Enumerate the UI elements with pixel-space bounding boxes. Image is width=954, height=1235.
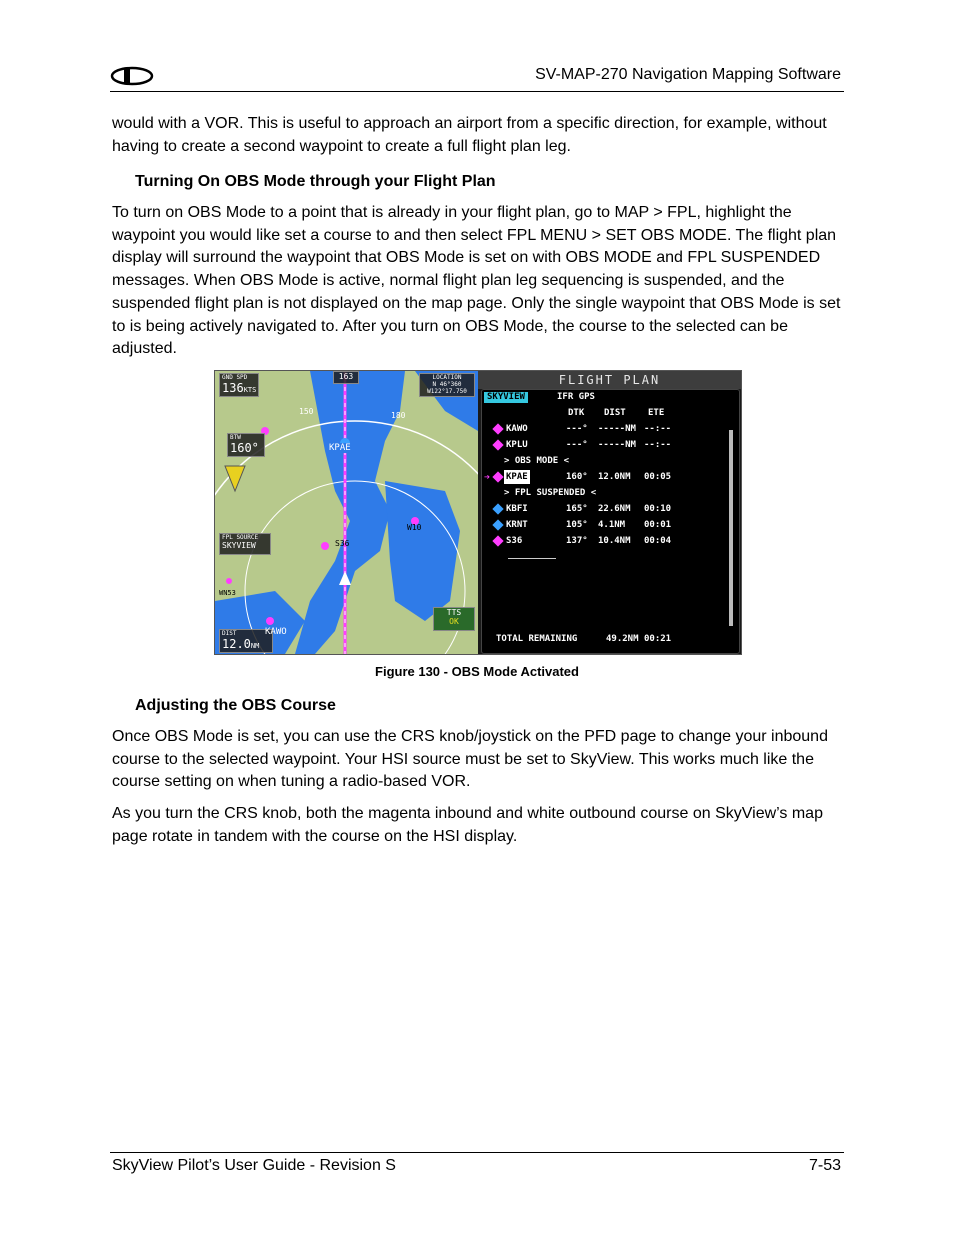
fpl-source-box — [219, 533, 271, 555]
fpl-row-krnt[interactable] — [482, 518, 722, 532]
map-label-kpae: KPAE — [329, 443, 351, 453]
waypoint-icon — [492, 439, 503, 450]
fpl-message-text: > OBS MODE < — [504, 456, 570, 466]
header-rule — [110, 91, 844, 92]
fpl-row-dist: 22.6NM — [598, 504, 631, 514]
fpl-row-ete: --:-- — [644, 440, 672, 450]
column-header-ete: ETE — [648, 408, 665, 418]
map-label-s36: S36 — [335, 539, 350, 548]
map-label-150: 150 — [299, 407, 314, 416]
flight-plan-title: FLIGHT PLAN — [478, 371, 741, 389]
fpl-row-ete: --:-- — [644, 424, 672, 434]
figure-obs-mode-screenshot — [214, 370, 742, 655]
total-remaining-label: TOTAL REMAINING — [496, 634, 578, 644]
location-box — [419, 373, 475, 397]
footer-page-number: 7-53 — [808, 1157, 841, 1174]
fpl-row-kbfi[interactable] — [482, 502, 722, 516]
distance-label: DIST — [222, 630, 237, 637]
fpl-end-marker — [508, 558, 556, 559]
fpl-row-dtk: ---° — [566, 440, 588, 450]
subheading-adjusting-obs: Adjusting the OBS Course — [135, 697, 336, 714]
fpl-row-dtk: 165° — [566, 504, 588, 514]
fpl-row-waypoint: KPLU — [506, 440, 528, 450]
bearing-label: BTW — [230, 434, 241, 441]
footer-rule — [110, 1152, 844, 1153]
fpl-row-ete: 00:04 — [644, 536, 672, 546]
total-remaining-distance: 49.2NM — [606, 634, 639, 644]
fpl-suspended-message — [482, 486, 722, 500]
fpl-obs-mode-message — [482, 454, 722, 468]
ground-speed-unit: KTS — [243, 386, 257, 394]
fpl-row-waypoint: KRNT — [506, 520, 528, 530]
heading-readout: 163 — [333, 371, 359, 384]
fpl-row-dist: 12.0NM — [598, 472, 631, 482]
location-lon: W122°17.750 — [427, 388, 467, 395]
paragraph-obs-mode: To turn on OBS Mode to a point that is already in your flight plan, go to MAP > FPL, highlight the waypoint you would like set a course to and then select FPL MENU > SET OBS MODE. The flight plan display will surround the waypoint that OBS Mode is set on with OBS MODE and FPL SUSPENDED messages. When OBS Mode is active, normal flight plan leg sequencing is suspended, and the suspended flight plan is not displayed on the map page. Only the single waypoint that OBS Mode is set to is being actively navigated to. After you turn on OBS Mode, the course to the selected can be adjusted. — [112, 204, 841, 358]
waypoint-icon — [492, 519, 503, 530]
column-header-dist: DIST — [604, 408, 626, 418]
fpl-scrollbar[interactable] — [729, 430, 733, 626]
flight-plan-list — [481, 389, 740, 654]
distance-value: 12.0 — [222, 637, 251, 651]
header-title: SV-MAP-270 Navigation Mapping Software — [535, 66, 841, 83]
map-label-w10: W10 — [407, 523, 422, 532]
fpl-row-waypoint: S36 — [506, 536, 523, 546]
fpl-row-ete: 00:05 — [644, 472, 672, 482]
waypoint-icon — [492, 471, 503, 482]
location-label: LOCATION — [432, 374, 462, 381]
fpl-row-dist: -----NM — [598, 440, 636, 450]
waypoint-icon — [492, 423, 503, 434]
tab-skyview[interactable]: SKYVIEW — [484, 392, 528, 403]
fpl-row-dtk: ---° — [566, 424, 588, 434]
tab-ifr-gps[interactable]: IFR GPS — [557, 392, 595, 402]
ground-speed-box — [219, 373, 259, 397]
fpl-row-ete: 00:10 — [644, 504, 672, 514]
fpl-row-dist: 4.1NM — [598, 520, 626, 530]
fpl-row-kawo[interactable] — [482, 422, 722, 436]
tts-value: OK — [449, 617, 459, 626]
fpl-message-text: > FPL SUSPENDED < — [504, 488, 597, 498]
dynon-logo — [110, 66, 154, 86]
tts-box — [433, 607, 475, 631]
tts-label: TTS — [446, 608, 462, 617]
fpl-row-waypoint: KPAE — [506, 472, 528, 482]
map-label-180: 180 — [391, 411, 406, 420]
fpl-row-dtk: 137° — [566, 536, 588, 546]
flight-plan-panel — [478, 371, 741, 654]
fpl-row-s36[interactable] — [482, 534, 722, 548]
active-waypoint-arrow-icon: ➔ — [484, 472, 491, 483]
location-lat: N 46°360 — [432, 381, 462, 388]
paragraph-crs-knob: As you turn the CRS knob, both the magenta inbound and white outbound course on SkyView’s map page rotate in tandem with the course on the HSI display. — [112, 805, 823, 845]
paragraph-adjusting-obs: Once OBS Mode is set, you can use the CRS knob/joystick on the PFD page to change your inbound course to the selected waypoint. Your HSI source must be set to SkyView. This works much like the course setting on when tuning a radio-based VOR. — [112, 728, 828, 791]
waypoint-icon — [492, 503, 503, 514]
waypoint-icon — [492, 535, 503, 546]
subheading-turning-on-obs: Turning On OBS Mode through your Flight Plan — [135, 173, 496, 190]
fpl-row-dtk: 105° — [566, 520, 588, 530]
ground-speed-label: GND SPD — [222, 374, 248, 381]
fpl-row-kplu[interactable] — [482, 438, 722, 452]
map-label-wn53: WN53 — [219, 589, 236, 597]
paragraph-intro: would with a VOR. This is useful to approach an airport from a specific direction, for example, without having to create a second waypoint to create a full flight plan leg. — [112, 115, 827, 155]
ground-speed-value: 136 — [222, 381, 244, 395]
fpl-row-dtk: 160° — [566, 472, 588, 482]
fpl-source-value: SKYVIEW — [222, 541, 256, 550]
bearing-box — [227, 433, 265, 457]
map-label-kawo: KAWO — [265, 627, 287, 637]
fpl-row-waypoint: KBFI — [506, 504, 528, 514]
distance-unit: NM — [250, 642, 260, 650]
footer-document-title: SkyView Pilot’s User Guide - Revision S — [112, 1157, 396, 1174]
fpl-row-dist: -----NM — [598, 424, 636, 434]
column-header-dtk: DTK — [568, 408, 585, 418]
fpl-row-kpae[interactable] — [482, 470, 722, 484]
figure-caption: Figure 130 - OBS Mode Activated — [375, 664, 579, 679]
fpl-row-ete: 00:01 — [644, 520, 672, 530]
fpl-source-label: FPL SOURCE — [222, 534, 259, 541]
total-remaining-ete: 00:21 — [644, 634, 672, 644]
bearing-value: 160° — [230, 441, 259, 455]
fpl-row-waypoint: KAWO — [506, 424, 528, 434]
fpl-row-dist: 10.4NM — [598, 536, 631, 546]
